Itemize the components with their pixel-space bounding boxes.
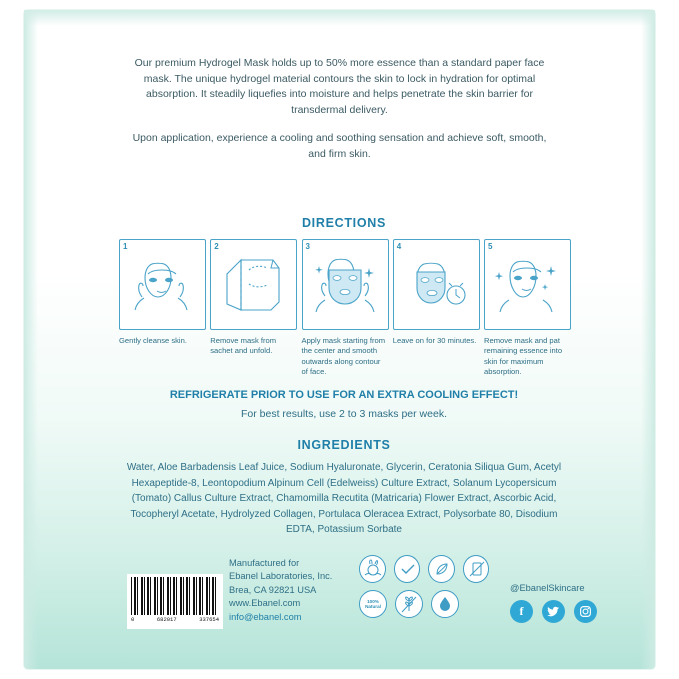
ingredients-list: Water, Aloe Barbadensis Leaf Juice, Sodium Hyaluronate, Glycerin, Ceratonia Siliqua Gum, Acetyl Hexapeptide-8, Leontopodium Alpinum Cell (Edelweiss) Culture Extract, Solanum Lycopersicum (Tomato) Callus Culture Extract, Chamomilla Recutita (Matricaria) Flower Extract, Ascorbic Acid, Tocopheryl Acetate, Hydrolyzed Collagen, Portulaca Oleracea Extract, Polysorbate 80, Disodium EDTA, Potassium Sorbate <box>126 462 562 535</box>
step-4-illustration-box <box>393 239 480 330</box>
twitter-bird-glyph <box>547 605 560 618</box>
barcode-group-1: 682017 <box>156 616 177 623</box>
refrigerate-subline: For best results, use 2 to 3 masks per week. <box>240 408 447 420</box>
hydrating-badge <box>431 590 459 618</box>
gluten-free-badge <box>395 590 423 618</box>
refrigerate-headline: REFRIGERATE PRIOR TO USE FOR AN EXTRA COOLING EFFECT! <box>169 389 519 401</box>
rabbit-icon <box>360 556 386 582</box>
product-description <box>132 56 547 162</box>
cleanse-face-icon <box>120 240 205 329</box>
refrigerate-note <box>119 389 569 420</box>
manufacturer-website[interactable]: www.Ebanel.com <box>229 598 301 609</box>
no-testing-icon <box>464 556 490 582</box>
badge-row-top <box>359 555 489 583</box>
ingredients-title: INGREDIENTS <box>297 438 391 452</box>
instagram-glyph <box>579 605 592 618</box>
product-package-back <box>24 10 655 669</box>
step-3-number: 3 <box>305 242 310 251</box>
step-4-caption: Leave on for 30 minutes. <box>392 336 477 345</box>
manufacturer-line-1: Manufactured for <box>229 557 300 568</box>
step-1-caption: Gently cleanse skin. <box>119 336 187 345</box>
directions-title: DIRECTIONS <box>301 216 387 230</box>
package-top-edge-shading <box>24 10 655 26</box>
description-paragraph-2: Upon application, experience a cooling and soothing sensation and achieve soft, smooth, and firm skin. <box>132 132 547 160</box>
no-animal-testing-badge <box>463 555 490 583</box>
unfold-sachet-icon <box>211 240 296 329</box>
manufacturer-info <box>229 557 332 624</box>
direction-step-3 <box>302 239 387 378</box>
instagram-icon[interactable] <box>574 600 597 623</box>
water-drop-icon <box>432 591 458 617</box>
badge-row-bottom <box>359 590 489 618</box>
pat-essence-icon <box>485 240 570 329</box>
directions-section <box>119 216 569 378</box>
direction-step-2 <box>210 239 295 378</box>
barcode-digits <box>131 616 219 623</box>
social-section <box>510 583 630 623</box>
step-4-number: 4 <box>396 242 402 251</box>
leaf-icon <box>429 556 455 582</box>
social-handle: @EbanelSkincare <box>510 583 585 593</box>
directions-steps <box>119 239 569 378</box>
ingredients-section <box>119 438 569 538</box>
step-3-illustration-box <box>302 239 389 330</box>
barcode <box>127 574 223 629</box>
step-2-caption: Remove mask from sachet and unfold. <box>210 336 277 356</box>
direction-step-4 <box>393 239 478 378</box>
social-icons <box>510 600 630 623</box>
wheat-icon <box>396 591 422 617</box>
twitter-icon[interactable] <box>542 600 565 623</box>
manufacturer-address: Brea, CA 92821 USA <box>229 584 317 595</box>
natural-badge-label: 100% Natural <box>365 598 381 609</box>
barcode-left-digit: 0 <box>131 616 135 623</box>
step-2-illustration-box <box>210 239 297 330</box>
barcode-group-2: 337654 <box>199 616 219 623</box>
step-2-number: 2 <box>214 242 219 251</box>
checkmark-icon <box>395 556 421 582</box>
description-paragraph-1: Our premium Hydrogel Mask holds up to 50% more essence than a standard paper face mask. The unique hydrogel material contours the skin to lock in hydration for optimal absorption. It steadily liquefies into moisture and helps penetrate the skin barrier for transdermal delivery. <box>134 57 545 116</box>
step-1-number: 1 <box>123 242 128 251</box>
manufacturer-email[interactable]: info@ebanel.com <box>229 611 302 622</box>
step-5-caption: Remove mask and pat remaining essence into skin for maximum absorption. <box>484 336 563 377</box>
step-5-illustration-box <box>484 239 571 330</box>
package-footer <box>24 559 655 669</box>
apply-mask-icon <box>303 240 388 329</box>
step-1-illustration-box <box>119 239 206 330</box>
step-3-caption: Apply mask starting from the center and smooth outwards along contour of face. <box>301 336 386 377</box>
paraben-free-badge <box>428 555 455 583</box>
certification-badges <box>359 555 489 625</box>
leave-on-timer-icon <box>394 240 479 329</box>
manufacturer-name: Ebanel Laboratories, Inc. <box>229 571 333 582</box>
natural-badge <box>359 590 387 618</box>
dermatologist-tested-badge <box>394 555 421 583</box>
facebook-icon[interactable]: f <box>510 600 533 623</box>
barcode-bars <box>131 577 219 615</box>
cruelty-free-badge <box>359 555 386 583</box>
direction-step-1 <box>119 239 204 378</box>
step-5-number: 5 <box>488 242 493 251</box>
direction-step-5 <box>484 239 569 378</box>
